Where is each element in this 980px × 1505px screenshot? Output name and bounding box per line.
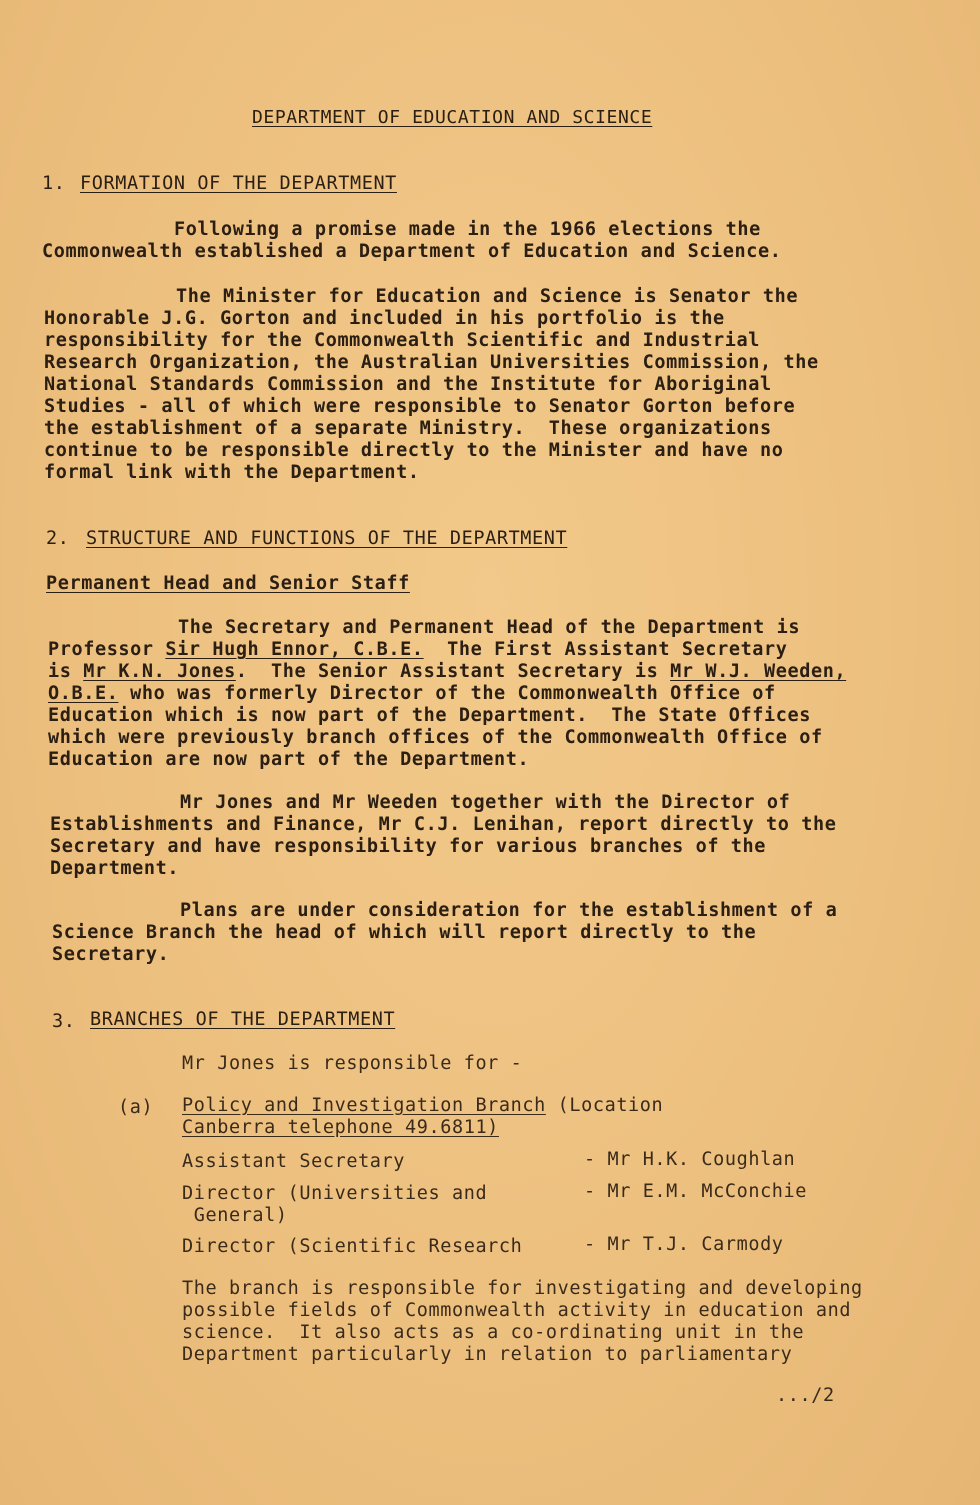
section-2-heading: STRUCTURE AND FUNCTIONS OF THE DEPARTMENT <box>86 528 568 549</box>
s1-p1-line2: Commonwealth established a Department of Education and Science. <box>42 241 782 262</box>
s2-p2-line4: Department. <box>50 858 180 879</box>
staff-role-3: Director (Scientific Research <box>182 1236 523 1257</box>
s2-p1-line1: The Secretary and Permanent Head of the Department is <box>178 617 801 638</box>
s2-p2-line3: Secretary and have responsibility for various branches of the <box>50 836 767 857</box>
s1-p2-line7: the establishment of a separate Ministry. These organizations <box>44 418 772 439</box>
section-1-heading: FORMATION OF THE DEPARTMENT <box>80 173 397 194</box>
s1-p1-line1: Following a promise made in the 1966 elections the <box>174 219 761 240</box>
s1-p2-line2: Honorable J.G. Gorton and included in his portfolio is the <box>44 308 725 329</box>
s2-p3-line3: Secretary. <box>52 944 170 965</box>
s1-p2-line6: Studies - all of which were responsible to Senator Gorton before <box>44 396 796 417</box>
staff-role-2-cont: General) <box>182 1205 288 1226</box>
s3-p-line4: Department particularly in relation to parliamentary <box>182 1344 793 1365</box>
s2-subheading: Permanent Head and Senior Staff <box>46 573 410 594</box>
s2-p3-line1: Plans are under consideration for the establishment of a <box>180 900 838 921</box>
s2-p1-line2: Professor Sir Hugh Ennor, C.B.E. The First Assistant Secretary <box>48 639 788 660</box>
section-1-number: 1. <box>42 173 66 194</box>
s3-item-label: (a) <box>118 1097 154 1118</box>
section-3-heading: BRANCHES OF THE DEPARTMENT <box>90 1009 396 1030</box>
s1-p2-line5: National Standards Commission and the Institute for Aboriginal <box>44 374 772 395</box>
s3-branch-line2: Canberra telephone 49.6811) <box>182 1117 499 1138</box>
s1-p2-line1: The Minister for Education and Science is Senator the <box>176 286 799 307</box>
s2-p1-line6: which were previously branch offices of the Commonwealth Office of <box>48 727 823 748</box>
s1-p2-line4: Research Organization, the Australian Universities Commission, the <box>44 352 819 373</box>
page-continuation: .../2 <box>776 1385 835 1406</box>
s2-p2-line1: Mr Jones and Mr Weeden together with the Director of <box>180 792 791 813</box>
s3-p-line3: science. It also acts as a co-ordinating unit in the <box>182 1322 805 1343</box>
staff-name-3: - Mr T.J. Carmody <box>584 1234 784 1255</box>
s2-p2-line2: Establishments and Finance, Mr C.J. Lenihan, report directly to the <box>50 814 837 835</box>
document-title: DEPARTMENT OF EDUCATION AND SCIENCE <box>252 107 653 128</box>
s2-p1-line7: Education are now part of the Department. <box>48 749 530 770</box>
staff-role-1: Assistant Secretary <box>182 1151 406 1172</box>
s3-p-line2: possible fields of Commonwealth activity in education and <box>182 1300 852 1321</box>
s3-p-line1: The branch is responsible for investigating and developing <box>182 1278 863 1299</box>
section-2-number: 2. <box>46 528 70 549</box>
s2-p1-line5: Education which is now part of the Department. The State Offices <box>48 705 811 726</box>
s3-intro: Mr Jones is responsible for - <box>182 1053 523 1074</box>
staff-name-2: - Mr E.M. McConchie <box>584 1181 808 1202</box>
section-3-number: 3. <box>52 1011 76 1032</box>
s2-p1-line4: O.B.E. who was formerly Director of the Commonwealth Office of <box>48 683 776 704</box>
s3-branch-line1: Policy and Investigation Branch (Location <box>182 1095 664 1116</box>
s2-p3-line2: Science Branch the head of which will report directly to the <box>52 922 757 943</box>
s2-p1-line3: is Mr K.N. Jones. The Senior Assistant Secretary is Mr W.J. Weeden, <box>48 661 847 682</box>
s1-p2-line3: responsibility for the Commonwealth Scientific and Industrial <box>44 330 761 351</box>
s1-p2-line8: continue to be responsible directly to the Minister and have no <box>44 440 784 461</box>
s1-p2-line9: formal link with the Department. <box>44 462 420 483</box>
staff-name-1: - Mr H.K. Coughlan <box>584 1149 796 1170</box>
staff-role-2: Director (Universities and <box>182 1183 488 1204</box>
